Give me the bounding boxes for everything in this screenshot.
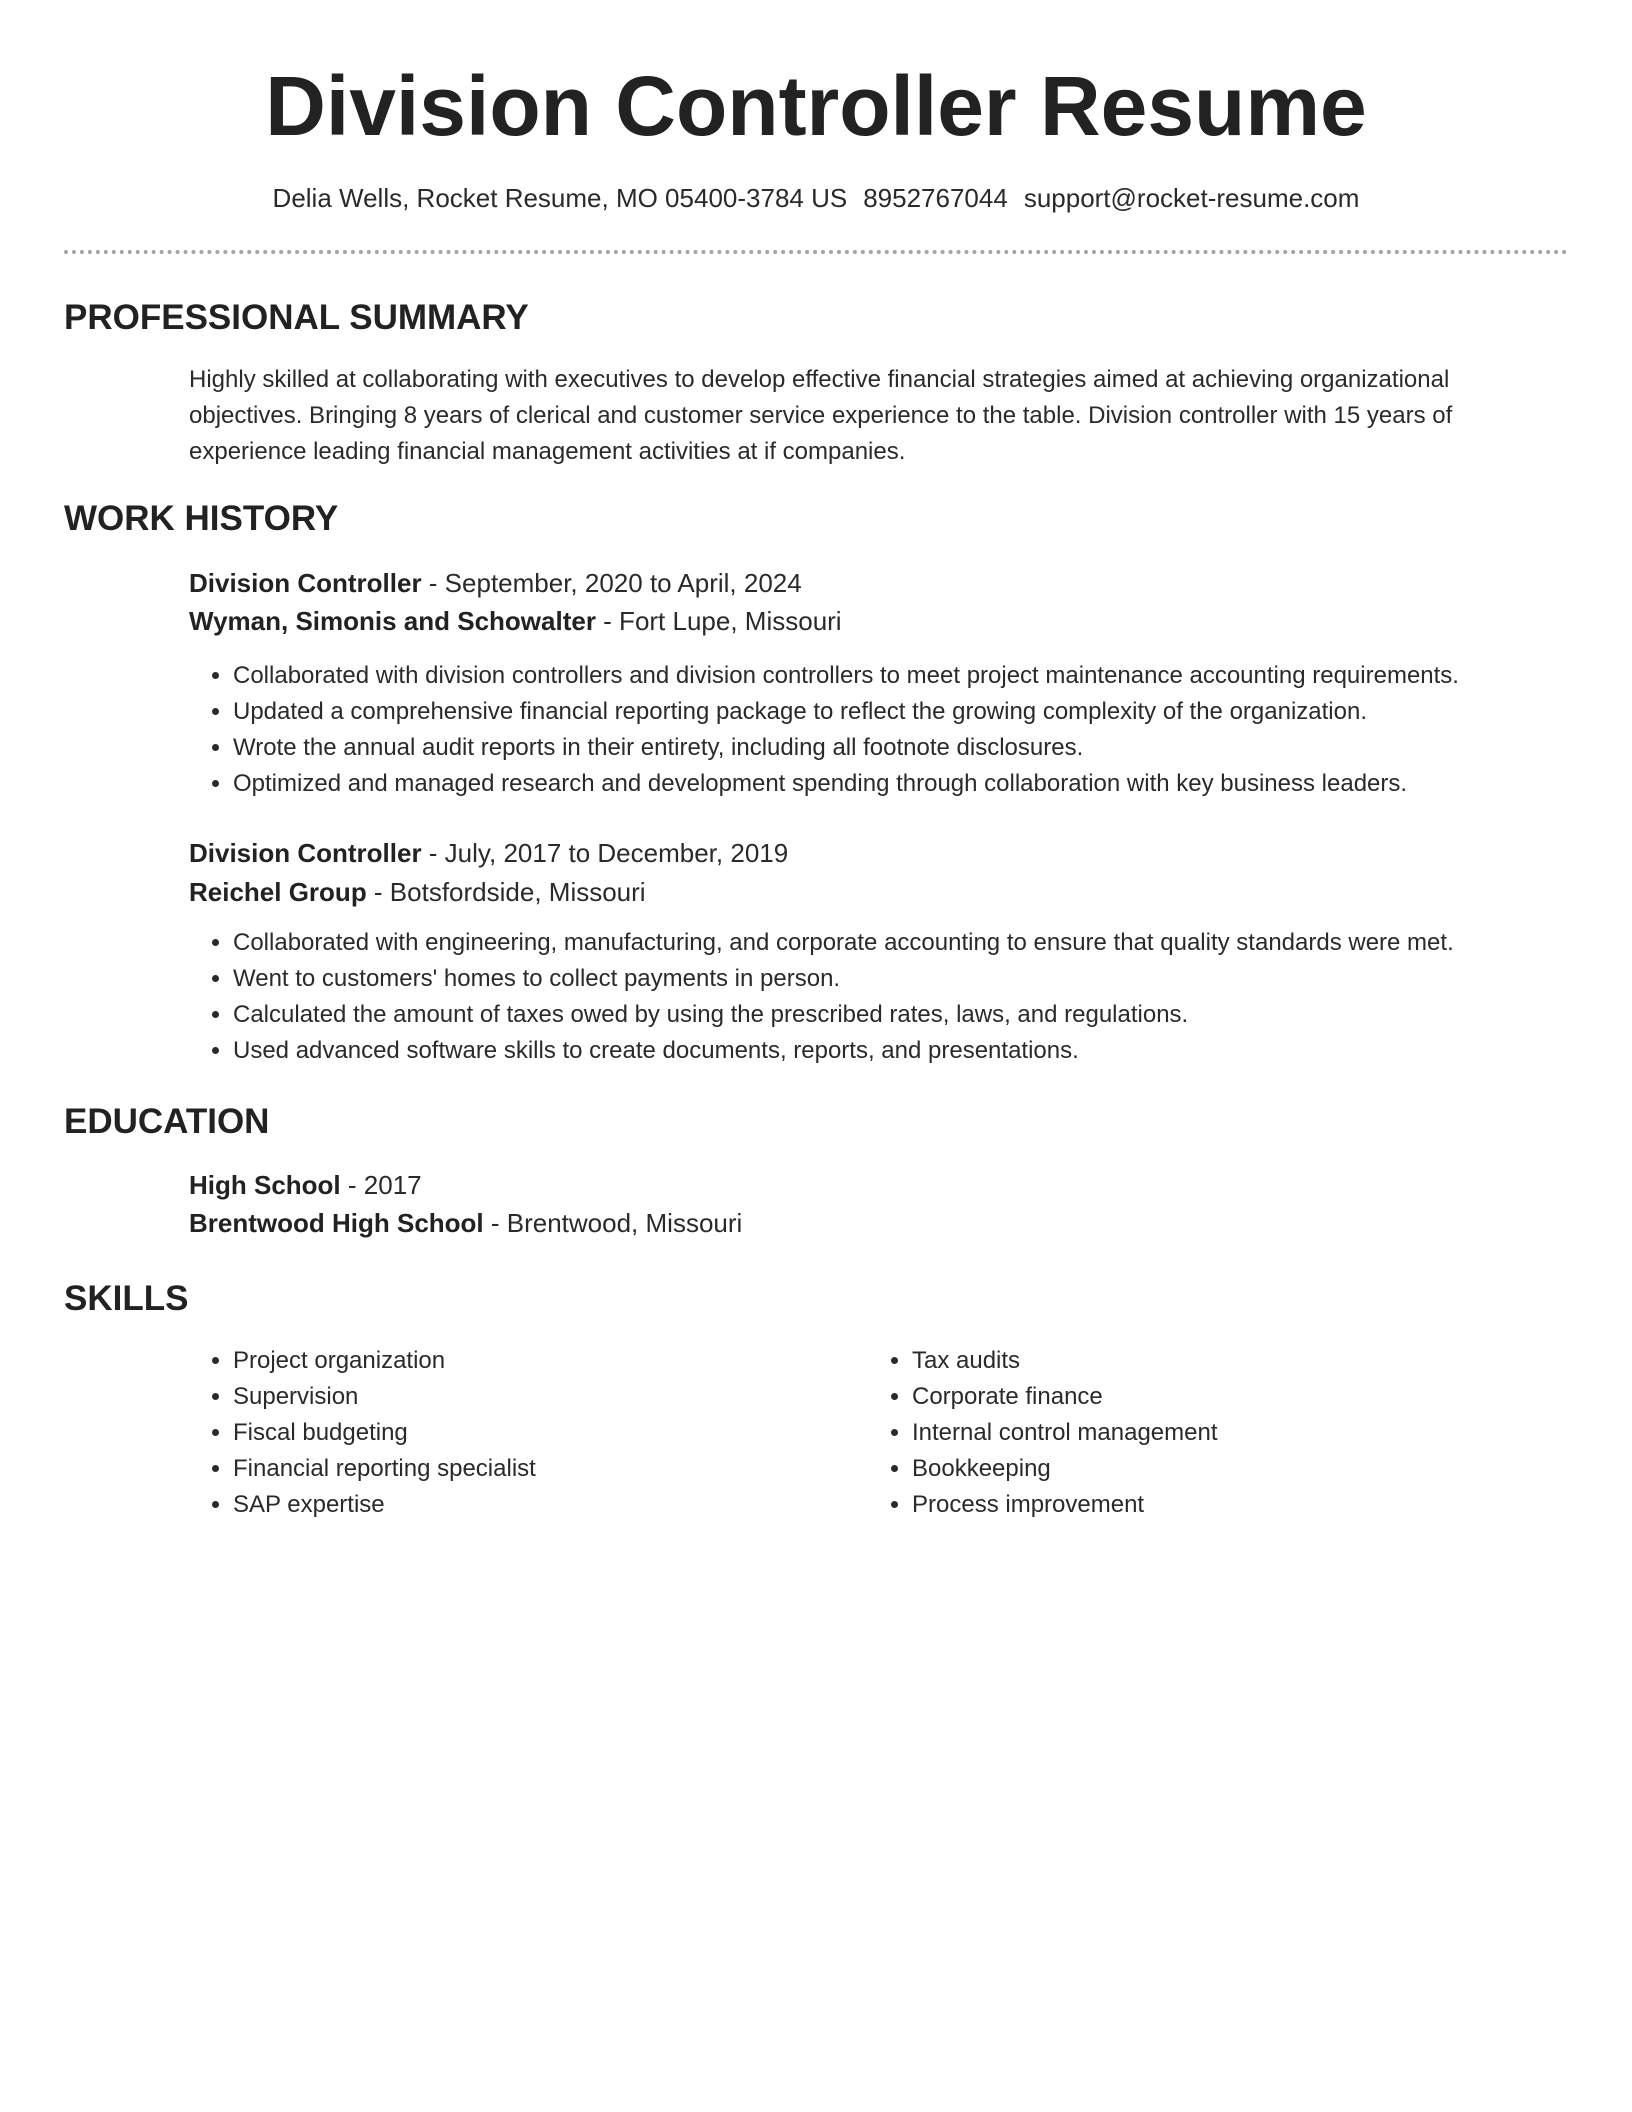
list-item: • Collaborated with division controllers and division controllers to meet project maintenance accounting requirements. [233,658,1459,694]
job-title-line [189,565,802,601]
job-duties-list [189,658,1459,802]
list-item: • Wrote the annual audit reports in their entirety, including all footnote disclosures. [233,730,1459,766]
work-history-heading: WORK HISTORY [64,499,339,538]
job-role: Division Controller [189,838,422,868]
page-title: Division Controller Resume [265,59,1367,153]
header-divider [64,250,1568,254]
contact-phone: 8952767044 [863,183,1008,213]
list-item: • Collaborated with engineering, manufacturing, and corporate accounting to ensure that quality standards were met. [233,925,1454,961]
job-location: - Botsfordside, Missouri [366,877,646,907]
education-location: - Brentwood, Missouri [483,1208,743,1238]
list-item: • Bookkeeping [912,1451,1218,1487]
job-duties-list [189,925,1454,1069]
job-company: Wyman, Simonis and Schowalter [189,606,596,636]
job-location: - Fort Lupe, Missouri [595,606,842,636]
contact-email: support@rocket-resume.com [1023,183,1360,213]
job-dates: - July, 2017 to December, 2019 [421,838,789,868]
job-company-line [189,603,842,639]
job-dates: - September, 2020 to April, 2024 [421,568,802,598]
education-school: Brentwood High School [189,1208,484,1238]
job-title-line [189,835,788,871]
skills-heading: SKILLS [64,1279,189,1318]
list-item: • Went to customers' homes to collect payments in person. [233,961,1454,997]
list-item: • SAP expertise [233,1487,536,1523]
job-company-line [189,874,646,910]
list-item: • Internal control management [912,1415,1218,1451]
list-item: • Updated a comprehensive financial reporting package to reflect the growing complexity of the organization. [233,694,1459,730]
education-heading: EDUCATION [64,1102,270,1141]
list-item: • Calculated the amount of taxes owed by using the prescribed rates, laws, and regulations. [233,997,1454,1033]
contact-address: Delia Wells, Rocket Resume, MO 05400-3784 US [272,183,848,213]
summary-heading: PROFESSIONAL SUMMARY [64,298,529,337]
list-item: • Financial reporting specialist [233,1451,536,1487]
summary-text: Highly skilled at collaborating with executives to develop effective financial strategies aimed at achieving organizational objectives. Bringing 8 years of clerical and customer service experience to the table. Division controller with 15 years of experience leading financial management activities at if companies. [189,366,1453,465]
list-item: • Process improvement [912,1487,1218,1523]
education-degree-line [189,1167,422,1203]
skills-list-right [868,1343,1218,1523]
list-item: • Corporate finance [912,1379,1218,1415]
list-item: • Tax audits [912,1343,1218,1379]
contact-line [0,180,1632,216]
list-item: • Supervision [233,1379,536,1415]
list-item: • Optimized and managed research and development spending through collaboration with key business leaders. [233,766,1459,802]
skills-list-left [189,1343,536,1523]
education-year: - 2017 [340,1170,422,1200]
education-school-line [189,1205,742,1241]
job-role: Division Controller [189,568,422,598]
list-item: • Project organization [233,1343,536,1379]
job-company: Reichel Group [189,877,367,907]
education-degree: High School [189,1170,341,1200]
list-item: • Used advanced software skills to create documents, reports, and presentations. [233,1033,1454,1069]
list-item: • Fiscal budgeting [233,1415,536,1451]
